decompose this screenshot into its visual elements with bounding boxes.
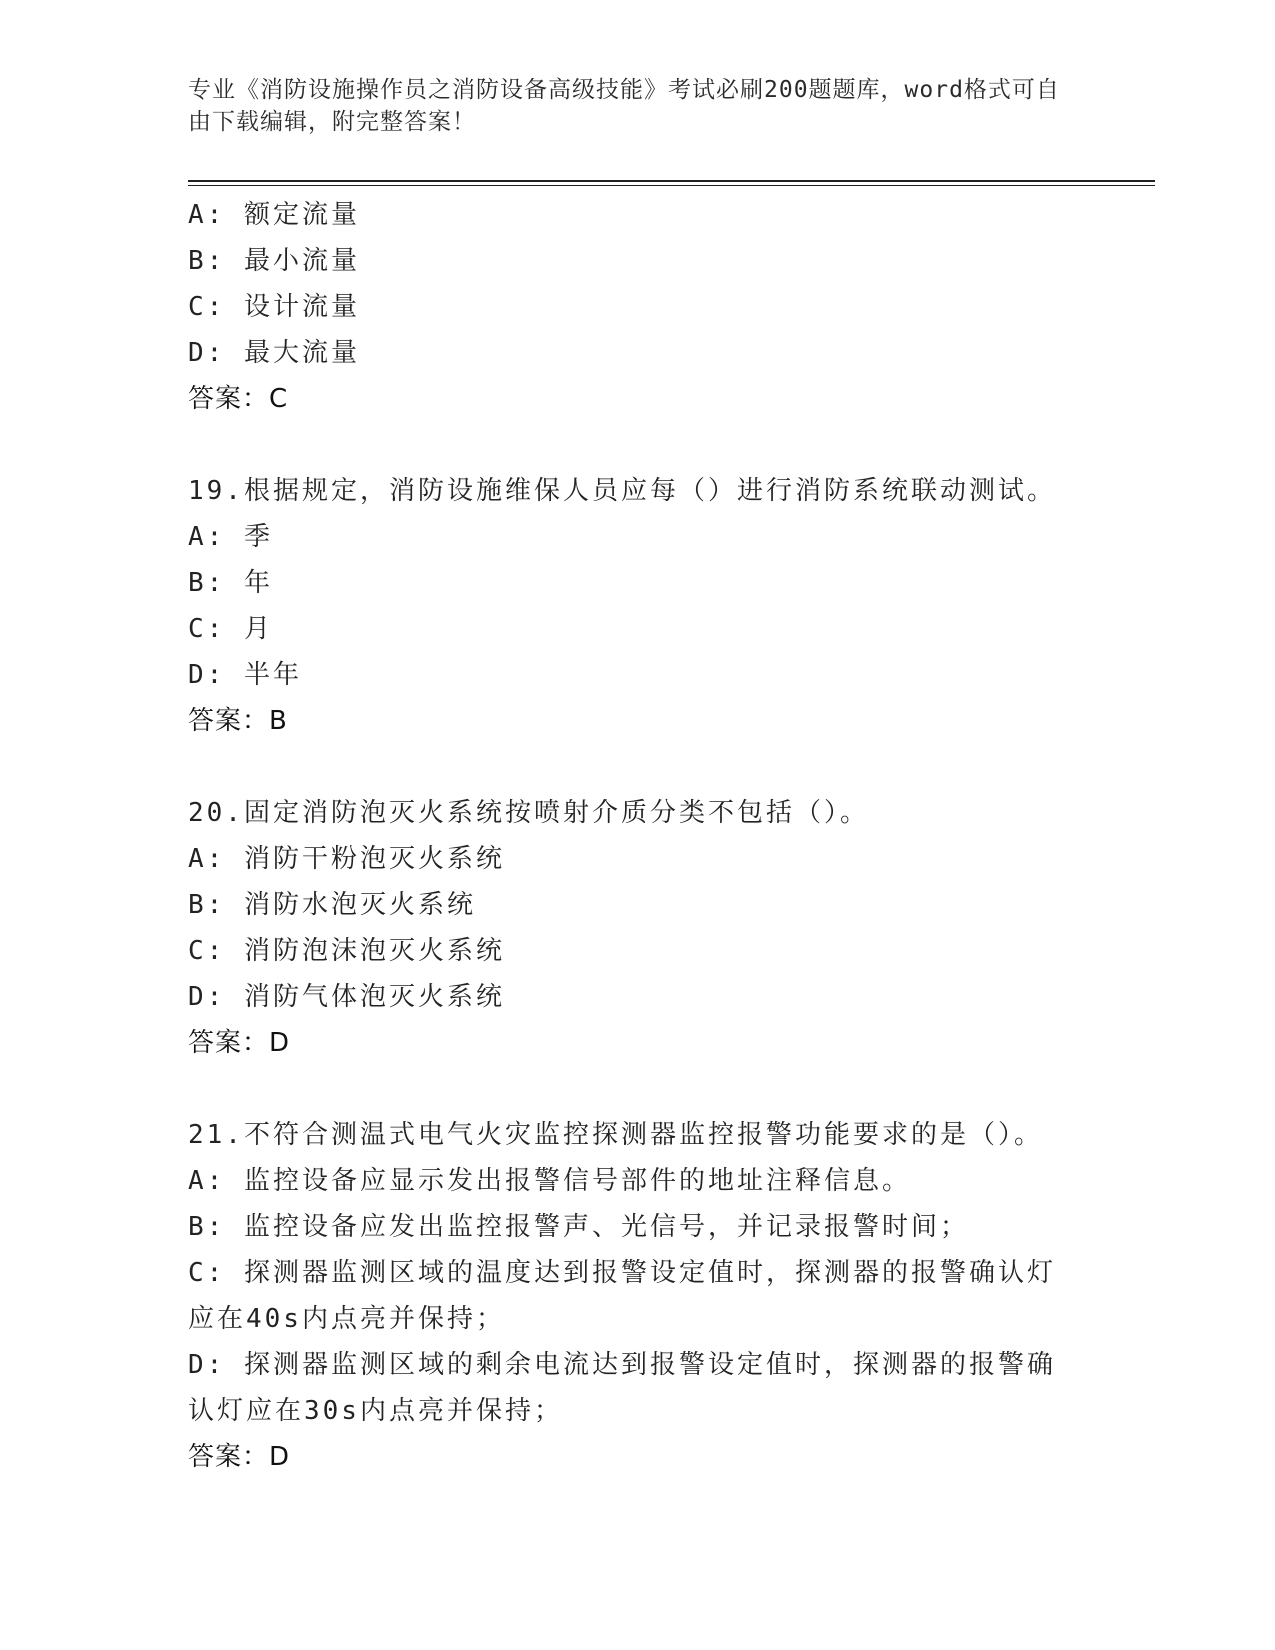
option-d: D: 半年 bbox=[188, 660, 302, 690]
answer-line: 答案：C bbox=[188, 384, 289, 414]
answer-line: 答案：D bbox=[188, 1442, 291, 1472]
option-c: C: 探测器监测区域的温度达到报警设定值时，探测器的报警确认灯应在40s内点亮并保持； bbox=[188, 1258, 1056, 1334]
question-20 bbox=[188, 790, 1088, 1066]
document-header: 专业《消防设施操作员之消防设备高级技能》考试必刷200题题库，word格式可自由下载编辑，附完整答案！ bbox=[188, 77, 1060, 135]
option-d: D: 最大流量 bbox=[188, 338, 360, 368]
question-stem: 20.固定消防泡灭火系统按喷射介质分类不包括（）。 bbox=[188, 798, 869, 828]
header-rule-thick bbox=[188, 180, 1155, 182]
option-a: A: 季 bbox=[188, 522, 273, 552]
question-stem: 19.根据规定，消防设施维保人员应每（）进行消防系统联动测试。 bbox=[188, 476, 1056, 506]
question-21 bbox=[188, 1112, 1088, 1480]
question-18-tail bbox=[188, 192, 1088, 422]
option-b: B: 监控设备应发出监控报警声、光信号，并记录报警时间； bbox=[188, 1212, 969, 1242]
answer-line: 答案：D bbox=[188, 1028, 291, 1058]
option-a: A: 消防干粉泡灭火系统 bbox=[188, 844, 505, 874]
option-c: C: 设计流量 bbox=[188, 292, 360, 322]
option-b: B: 消防水泡灭火系统 bbox=[188, 890, 476, 920]
option-c: C: 月 bbox=[188, 614, 273, 644]
option-b: B: 最小流量 bbox=[188, 246, 360, 276]
option-a: A: 监控设备应显示发出报警信号部件的地址注释信息。 bbox=[188, 1166, 911, 1196]
option-c: C: 消防泡沫泡灭火系统 bbox=[188, 936, 505, 966]
answer-line: 答案：B bbox=[188, 706, 288, 736]
option-d: D: 消防气体泡灭火系统 bbox=[188, 982, 505, 1012]
question-19 bbox=[188, 468, 1088, 744]
question-stem: 21.不符合测温式电气火灾监控探测器监控报警功能要求的是（）。 bbox=[188, 1120, 1043, 1150]
option-a: A: 额定流量 bbox=[188, 200, 360, 230]
header-rule-thin bbox=[188, 185, 1155, 186]
option-d: D: 探测器监测区域的剩余电流达到报警设定值时，探测器的报警确认灯应在30s内点亮并保持； bbox=[188, 1350, 1056, 1426]
option-b: B: 年 bbox=[188, 568, 273, 598]
question-list bbox=[188, 192, 1088, 1480]
